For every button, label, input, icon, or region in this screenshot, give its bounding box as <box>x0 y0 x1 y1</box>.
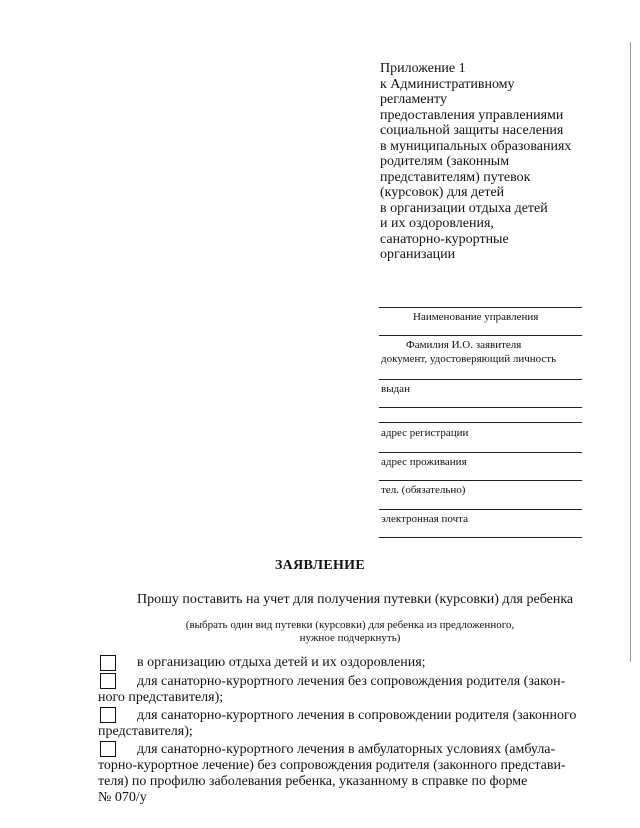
email-line[interactable] <box>379 537 582 538</box>
issued-caption: выдан <box>381 383 410 395</box>
issued-line-1[interactable] <box>379 407 582 408</box>
appendix-line: и их оздоровления, <box>380 216 494 231</box>
statement-title: ЗАЯВЛЕНИЕ <box>274 558 365 573</box>
appendix-line: предоставления управлениями <box>380 107 564 123</box>
option-2-text: для санаторно-курортного лечения без сопровождения родителя (закон- <box>137 674 566 689</box>
identity-document-caption: документ, удостоверяющий личность <box>381 353 557 365</box>
appendix-line: регламенту <box>380 92 447 107</box>
appendix-line: представителям) путевок <box>380 169 531 185</box>
identity-document-line[interactable] <box>379 379 582 380</box>
request-text: Прошу поставить на учет для получения путевки (курсовки) для ребенка <box>137 592 574 607</box>
option-3-text-cont: представителя); <box>98 724 193 739</box>
option-4-text-cont: теля) по профилю заболевания ребенка, указанному в справке по форме <box>98 774 528 789</box>
management-name-line[interactable] <box>379 307 582 308</box>
option-2-checkbox[interactable] <box>100 673 116 689</box>
email-caption: электронная почта <box>381 513 468 525</box>
residence-address-line[interactable] <box>379 480 582 481</box>
option-4-text-cont: № 070/у <box>98 790 147 805</box>
selection-note-line: нужное подчеркнуть) <box>299 632 401 644</box>
management-name-caption: Наименование управления <box>413 311 539 323</box>
appendix-line: в муниципальных образованиях <box>380 138 572 154</box>
residence-address-caption: адрес проживания <box>381 456 467 468</box>
phone-caption: тел. (обязательно) <box>381 484 466 496</box>
option-2-text-cont: ного представителя); <box>98 690 224 705</box>
appendix-line: санаторно-курортные <box>380 231 509 247</box>
appendix-line: родителям (законным <box>380 154 510 169</box>
selection-note-line: (выбрать один вид путевки (курсовки) для ребенка из предложенного, <box>185 619 515 631</box>
option-3-text: для санаторно-курортного лечения в сопровождении родителя (законного <box>137 708 577 723</box>
phone-line[interactable] <box>379 509 582 510</box>
applicant-name-line[interactable] <box>379 335 582 336</box>
option-4-text: для санаторно-курортного лечения в амбулаторных условиях (амбула- <box>137 742 556 757</box>
option-4-checkbox[interactable] <box>100 741 116 757</box>
appendix-header <box>380 61 571 263</box>
option-1-checkbox[interactable] <box>100 655 116 671</box>
option-4-text-cont: торно-курортное лечение) без сопровождения родителя (законного представи- <box>98 758 566 773</box>
selection-note <box>0 619 640 645</box>
option-1-text: в организацию отдыха детей и их оздоровления; <box>137 655 426 670</box>
issued-line-2[interactable] <box>379 422 582 423</box>
appendix-line: к Административному <box>380 76 515 92</box>
appendix-line: Приложение 1 <box>380 61 466 76</box>
registration-address-caption: адрес регистрации <box>381 427 469 439</box>
registration-address-line[interactable] <box>379 452 582 453</box>
appendix-line: в организации отдыха детей <box>380 200 548 216</box>
appendix-line: организации <box>380 247 456 262</box>
appendix-line: (курсовок) для детей <box>380 185 505 200</box>
option-3-checkbox[interactable] <box>100 707 116 723</box>
appendix-line: социальной защиты населения <box>380 123 564 138</box>
applicant-name-caption: Фамилия И.О. заявителя <box>406 339 522 351</box>
